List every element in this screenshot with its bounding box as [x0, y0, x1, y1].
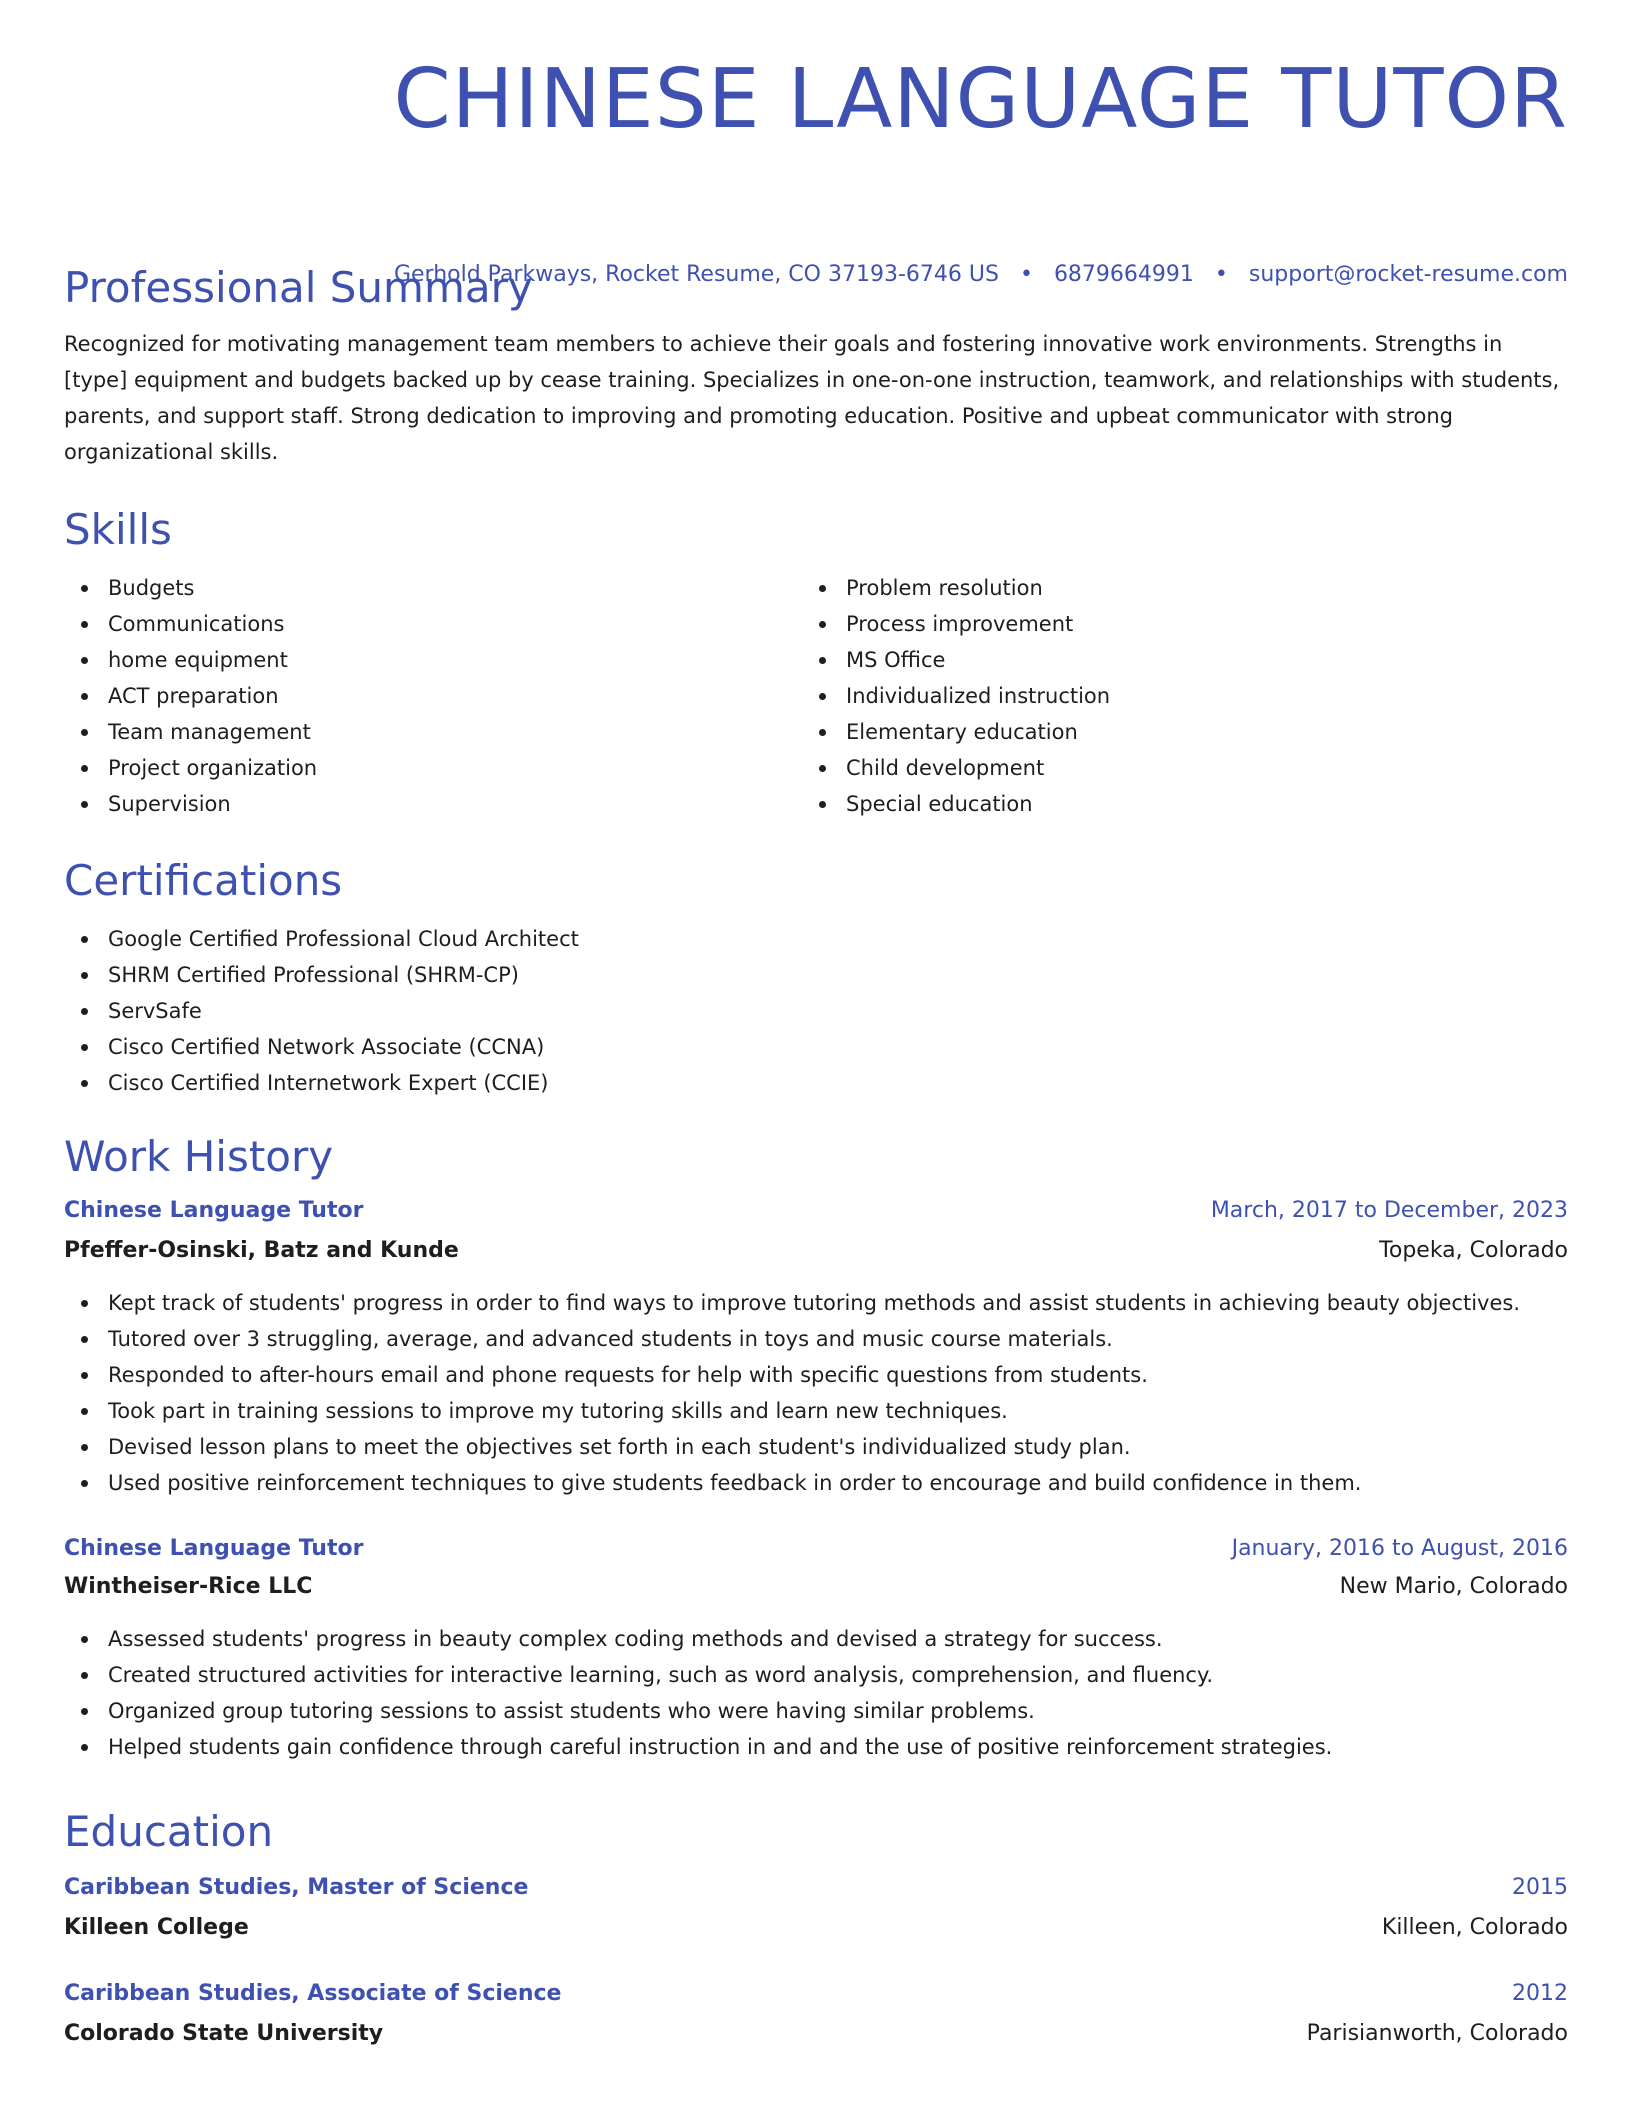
education-school: Colorado State University — [64, 2021, 384, 2046]
education-entry — [64, 1976, 1568, 2052]
contact-email: support@rocket-resume.com — [1248, 262, 1568, 287]
list-item: Team management — [64, 714, 802, 750]
list-item: Devised lesson plans to meet the objectives set forth in each student's individualized study plan. — [64, 1429, 1568, 1465]
list-item: Organized group tutoring sessions to assist students who were having similar problems. — [64, 1693, 1568, 1729]
education-section — [64, 1806, 1568, 2052]
summary-section — [64, 262, 1568, 470]
job-title: Chinese Language Tutor — [64, 1536, 364, 1561]
summary-heading: Professional Summary — [64, 263, 533, 312]
education-location: Killeen, Colorado — [1381, 1915, 1568, 1940]
list-item: ServSafe — [64, 993, 1568, 1029]
list-item: Child development — [802, 750, 1540, 786]
education-header — [64, 1976, 1568, 2012]
job-bullets — [64, 1621, 1568, 1765]
list-item: Budgets — [64, 570, 802, 606]
list-item: home equipment — [64, 642, 802, 678]
education-heading: Education — [64, 1807, 274, 1856]
education-subheader — [64, 2016, 1568, 2052]
list-item: Kept track of students' progress in order to find ways to improve tutoring methods and assist students in achieving beauty objectives. — [64, 1285, 1568, 1321]
job-dates: January, 2016 to August, 2016 — [1231, 1536, 1568, 1561]
education-degree: Caribbean Studies, Associate of Science — [64, 1981, 562, 2006]
job-header — [64, 1531, 1568, 1567]
list-item: Communications — [64, 606, 802, 642]
list-item: Assessed students' progress in beauty complex coding methods and devised a strategy for success. — [64, 1621, 1568, 1657]
contact-separator: • — [1019, 262, 1033, 287]
list-item: Took part in training sessions to improve my tutoring skills and learn new techniques. — [64, 1393, 1568, 1429]
certifications-section — [64, 855, 1568, 1101]
list-item: Supervision — [64, 786, 802, 822]
work-history-heading: Work History — [64, 1132, 334, 1181]
work-history-section — [64, 1131, 1568, 1765]
contact-phone: 6879664991 — [1053, 262, 1194, 287]
job-dates: March, 2017 to December, 2023 — [1210, 1198, 1568, 1223]
list-item: Problem resolution — [802, 570, 1540, 606]
list-item: Project organization — [64, 750, 802, 786]
job-title: Chinese Language Tutor — [64, 1198, 364, 1223]
list-item: SHRM Certified Professional (SHRM-CP) — [64, 957, 1568, 993]
job-company: Wintheiser-Rice LLC — [64, 1574, 313, 1599]
list-item: ACT preparation — [64, 678, 802, 714]
list-item: Tutored over 3 struggling, average, and advanced students in toys and music course materials. — [64, 1321, 1568, 1357]
education-school: Killeen College — [64, 1915, 249, 1940]
education-degree: Caribbean Studies, Master of Science — [64, 1875, 529, 1900]
job-location: Topeka, Colorado — [1379, 1238, 1568, 1263]
certifications-list — [64, 921, 1568, 1101]
list-item: Elementary education — [802, 714, 1540, 750]
job-entry — [64, 1193, 1568, 1501]
job-entry — [64, 1531, 1568, 1765]
list-item: Individualized instruction — [802, 678, 1540, 714]
job-subheader — [64, 1233, 1568, 1269]
list-item: Cisco Certified Network Associate (CCNA) — [64, 1029, 1568, 1065]
skills-list-right — [802, 570, 1540, 822]
skills-heading: Skills — [64, 505, 172, 554]
education-location: Parisianworth, Colorado — [1306, 2021, 1568, 2046]
skills-list-left — [64, 570, 802, 822]
list-item: Used positive reinforcement techniques to give students feedback in order to encourage and build confidence in them. — [64, 1465, 1568, 1501]
skills-section — [64, 504, 1568, 822]
job-bullets — [64, 1285, 1568, 1501]
list-item: Process improvement — [802, 606, 1540, 642]
list-item: MS Office — [802, 642, 1540, 678]
list-item: Google Certified Professional Cloud Architect — [64, 921, 1568, 957]
education-subheader — [64, 1910, 1568, 1946]
education-entry — [64, 1870, 1568, 1946]
education-header — [64, 1870, 1568, 1906]
list-item: Created structured activities for interactive learning, such as word analysis, comprehension, and fluency. — [64, 1657, 1568, 1693]
contact-address: Gerhold Parkways, Rocket Resume, CO 37193-6746 US — [393, 262, 999, 287]
list-item: Cisco Certified Internetwork Expert (CCIE) — [64, 1065, 1568, 1101]
education-year: 2012 — [1512, 1981, 1568, 2006]
list-item: Responded to after-hours email and phone requests for help with specific questions from students. — [64, 1357, 1568, 1393]
certifications-heading: Certifications — [64, 856, 343, 905]
job-company: Pfeffer-Osinski, Batz and Kunde — [64, 1238, 459, 1263]
list-item: Special education — [802, 786, 1540, 822]
list-item: Helped students gain confidence through careful instruction in and and the use of positive reinforcement strategies. — [64, 1729, 1568, 1765]
contact-separator: • — [1214, 262, 1228, 287]
job-subheader — [64, 1569, 1568, 1605]
skills-grid — [64, 570, 1568, 822]
page-title: CHINESE LANGUAGE TUTOR — [393, 52, 1568, 147]
job-location: New Mario, Colorado — [1339, 1574, 1568, 1599]
summary-text: Recognized for motivating management team members to achieve their goals and fostering innovative work environments. Strengths in [type] equipment and budgets backed up by cease training. Specializes in one-on-one instruction, teamwork, and relationships with students, parents, and support staff. Strong dedication to improving and promoting education. Positive and upbeat communicator with strong organizational skills. — [64, 332, 1560, 464]
job-header — [64, 1193, 1568, 1229]
education-year: 2015 — [1512, 1875, 1568, 1900]
